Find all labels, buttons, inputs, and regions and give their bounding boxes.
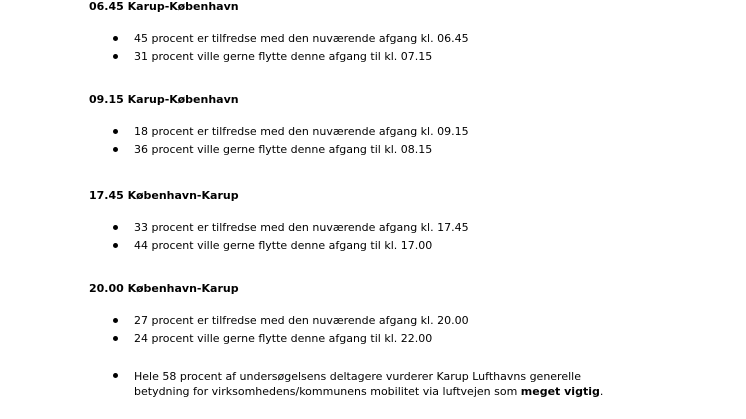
bullet-text: 31 procent ville gerne flytte denne afgang til kl. 07.15	[134, 50, 433, 63]
bullet-text: 33 procent er tilfredse med den nuværende afgang kl. 17.45	[134, 221, 469, 234]
bullet-text: 24 procent ville gerne flytte denne afgang til kl. 22.00	[134, 332, 433, 345]
section-heading-2000-kobenhavn-karup: 20.00 København-Karup	[89, 282, 239, 295]
summary-emphasis: meget vigtig	[520, 385, 600, 398]
bullet-icon	[113, 243, 118, 248]
section-bullet-list	[0, 32, 746, 68]
section-heading-0915-karup-kobenhavn: 09.15 Karup-København	[89, 93, 239, 106]
bullet-icon	[113, 373, 118, 378]
bullet-icon	[113, 54, 118, 59]
bullet-icon	[113, 36, 118, 41]
section-bullet-list	[0, 221, 746, 257]
bullet-text: 36 procent ville gerne flytte denne afgang til kl. 08.15	[134, 143, 433, 156]
bullet-text: 27 procent er tilfredse med den nuværende afgang kl. 20.00	[134, 314, 469, 327]
bullet-icon	[113, 147, 118, 152]
list-item	[0, 239, 746, 257]
section-heading-1745-kobenhavn-karup: 17.45 København-Karup	[89, 189, 239, 202]
section-bullet-list	[0, 125, 746, 161]
list-item	[0, 143, 746, 161]
list-item	[0, 314, 746, 332]
bullet-icon	[113, 336, 118, 341]
bullet-icon	[113, 129, 118, 134]
summary-text	[134, 369, 634, 399]
bullet-text: 45 procent er tilfredse med den nuværende afgang kl. 06.45	[134, 32, 469, 45]
list-item	[0, 32, 746, 50]
list-item	[0, 50, 746, 68]
section-bullet-list	[0, 314, 746, 350]
bullet-text: 18 procent er tilfredse med den nuværende afgang kl. 09.15	[134, 125, 469, 138]
bullet-text: 44 procent ville gerne flytte denne afgang til kl. 17.00	[134, 239, 433, 252]
bullet-icon	[113, 318, 118, 323]
bullet-icon	[113, 225, 118, 230]
list-item	[0, 125, 746, 143]
list-item	[0, 332, 746, 350]
summary-text-end: .	[599, 385, 604, 398]
list-item	[0, 221, 746, 239]
summary-list-item	[0, 369, 746, 405]
section-heading-0645-karup-kobenhavn: 06.45 Karup-København	[89, 0, 239, 13]
summary-text-body: Hele 58 procent af undersøgelsens deltagere vurderer Karup Lufthavns generelle betydning for virksomhedens/kommunens mobilitet via luftvejen som	[134, 370, 581, 398]
